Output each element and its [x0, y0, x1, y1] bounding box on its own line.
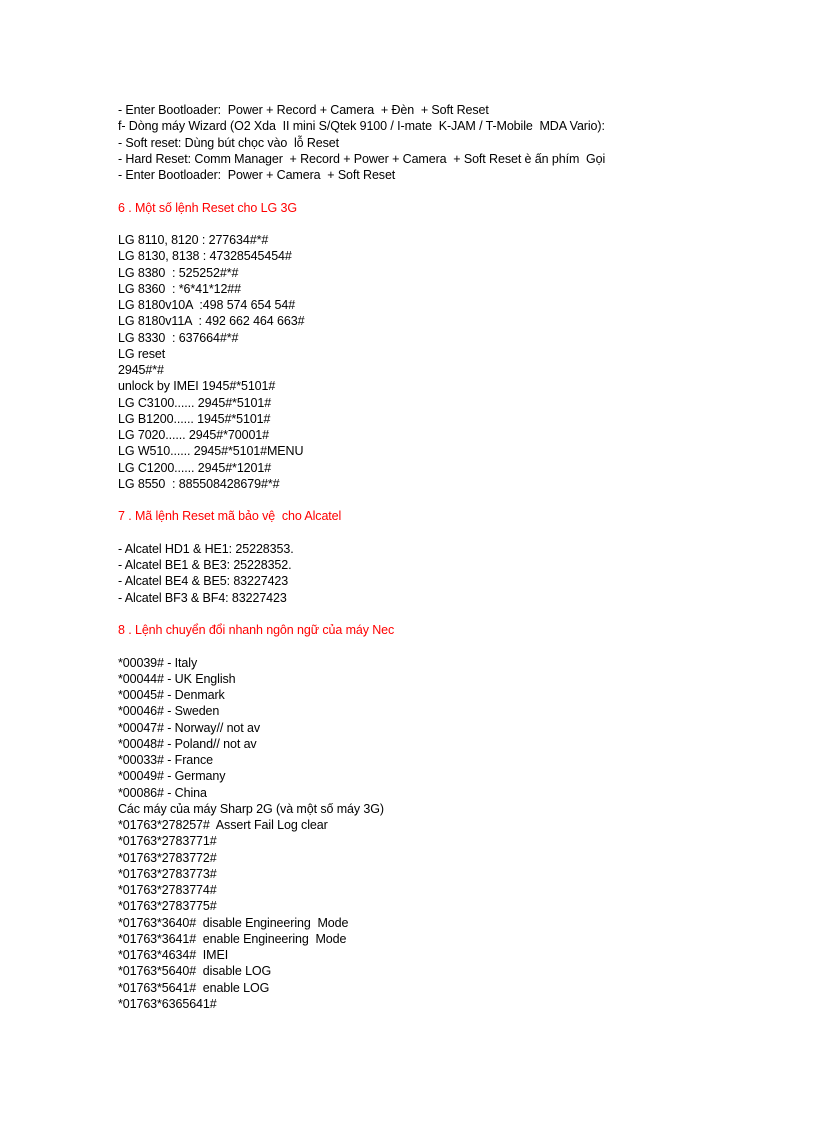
text-line: *01763*3641# enable Engineering Mode — [118, 931, 347, 946]
text-line: LG C3100...... 2945#*5101# — [118, 395, 272, 410]
text-line: LG reset — [118, 346, 166, 361]
text-line: LG 8550 : 885508428679#*# — [118, 476, 280, 491]
text-line: *01763*2783772# — [118, 850, 217, 865]
text-line: LG 8180v10A :498 574 654 54# — [118, 298, 296, 312]
text-line: LG C1200...... 2945#*1201# — [118, 460, 272, 475]
text-line: *01763*2783773# — [118, 866, 217, 881]
text-line: *00039# - Italy — [118, 655, 198, 670]
text-line: LG 8130, 8138 : 47328545454# — [118, 249, 292, 264]
text-line: - Soft reset: Dùng bút chọc vào lỗ Reset — [118, 135, 340, 150]
text-line: - Alcatel BE4 & BE5: 83227423 — [118, 574, 289, 589]
text-line: *01763*2783775# — [118, 899, 217, 914]
spacer — [118, 525, 778, 541]
text-line: LG 7020...... 2945#*70001# — [118, 428, 270, 442]
intro-block — [118, 102, 778, 183]
text-line: - Enter Bootloader: Power + Camera + Soft Reset — [118, 168, 396, 182]
text-line: *01763*4634# IMEI — [118, 948, 229, 962]
spacer — [118, 492, 778, 508]
text-line: *00046# - Sweden — [118, 704, 220, 719]
text-line: *01763*278257# Assert Fail Log clear — [118, 818, 328, 832]
text-line: - Enter Bootloader: Power + Record + Camera + Đèn + Soft Reset — [118, 103, 489, 117]
text-line: *01763*5640# disable LOG — [118, 964, 272, 979]
section-lg-3g — [118, 200, 778, 493]
section-heading: 6 . Một số lệnh Reset cho LG 3G — [118, 200, 297, 215]
text-line: LG B1200...... 1945#*5101# — [118, 411, 271, 426]
spacer — [118, 183, 778, 199]
text-line: LG 8330 : 637664#*# — [118, 330, 239, 345]
section-alcatel — [118, 508, 778, 606]
text-line: - Alcatel BF3 & BF4: 83227423 — [118, 590, 287, 605]
text-line: *00086# - China — [118, 785, 207, 800]
text-line: Các máy của máy Sharp 2G (và một số máy 3G) — [118, 801, 384, 816]
section-nec — [118, 622, 778, 1012]
text-line: - Alcatel HD1 & HE1: 25228353. — [118, 541, 294, 556]
text-line: *00049# - Germany — [118, 769, 226, 784]
text-line: - Alcatel BE1 & BE3: 25228352. — [118, 558, 292, 572]
spacer — [118, 216, 778, 232]
text-line: LG 8110, 8120 : 277634#*# — [118, 233, 269, 247]
text-line: 2945#*# — [118, 363, 164, 377]
text-line: LG W510...... 2945#*5101#MENU — [118, 444, 304, 459]
spacer — [118, 638, 778, 654]
text-line: *01763*2783774# — [118, 883, 217, 897]
spacer — [118, 606, 778, 622]
text-line: *00044# - UK English — [118, 671, 236, 686]
text-line: unlock by IMEI 1945#*5101# — [118, 379, 276, 394]
text-line: *01763*6365641# — [118, 996, 217, 1011]
text-line: LG 8360 : *6*41*12## — [118, 281, 242, 296]
text-line: *00033# - France — [118, 753, 213, 767]
text-line: - Hard Reset: Comm Manager + Record + Power + Camera + Soft Reset è ấn phím Gọi — [118, 151, 606, 166]
text-line: *00048# - Poland// not av — [118, 736, 257, 751]
text-line: LG 8380 : 525252#*# — [118, 265, 239, 280]
text-line: *00047# - Norway// not av — [118, 720, 261, 735]
document-page — [118, 102, 778, 1012]
text-line: *01763*2783771# — [118, 834, 217, 849]
text-line: *01763*5641# enable LOG — [118, 980, 270, 995]
text-line: f- Dòng máy Wizard (O2 Xda II mini S/Qtek 9100 / I-mate K-JAM / T-Mobile MDA Vario): — [118, 119, 605, 134]
text-line: *01763*3640# disable Engineering Mode — [118, 915, 349, 930]
text-line: *00045# - Denmark — [118, 688, 225, 702]
section-heading: 8 . Lệnh chuyển đổi nhanh ngôn ngữ của máy Nec — [118, 623, 395, 637]
text-line: LG 8180v11A : 492 662 464 663# — [118, 314, 305, 329]
section-heading: 7 . Mã lệnh Reset mã bảo vệ cho Alcatel — [118, 509, 342, 524]
